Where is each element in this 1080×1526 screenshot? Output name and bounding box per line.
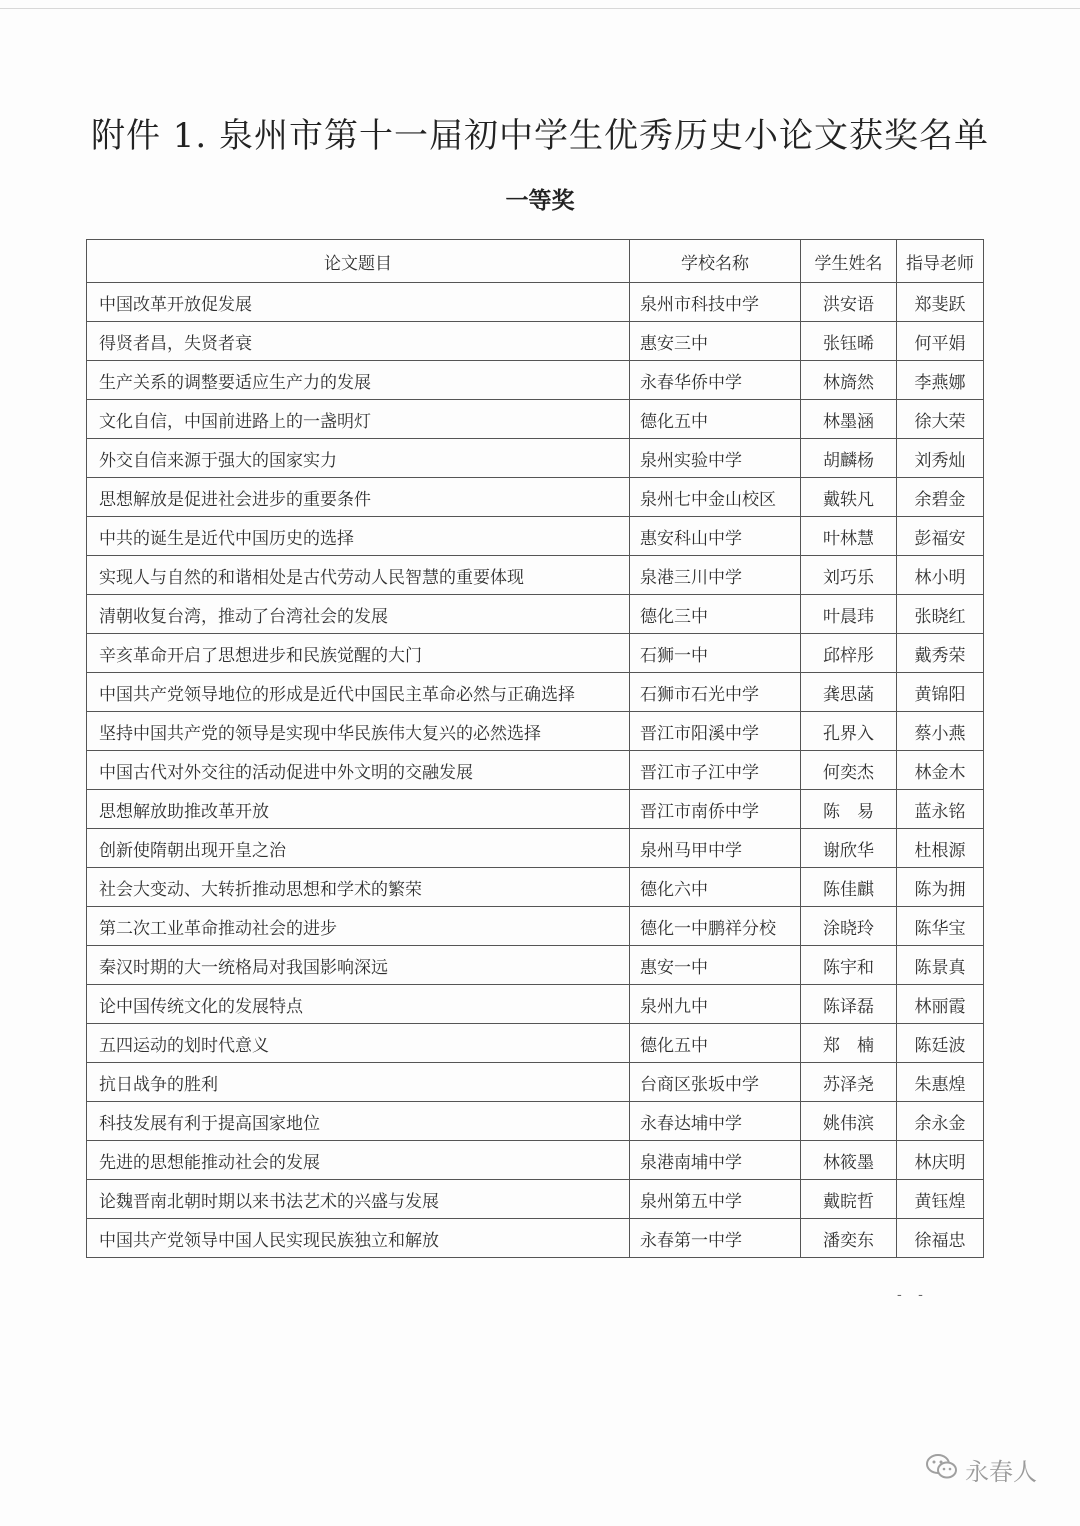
section-heading: 一等奖 — [505, 187, 575, 214]
table-row — [87, 673, 984, 712]
cell-school: 泉州实验中学 — [630, 439, 801, 478]
cell-title: 第二次工业革命推动社会的进步 — [87, 907, 630, 946]
cell-title: 思想解放是促进社会进步的重要条件 — [87, 478, 630, 517]
header-title: 论文题目 — [87, 240, 630, 283]
cell-title: 论中国传统文化的发展特点 — [87, 985, 630, 1024]
cell-school: 惠安科山中学 — [630, 517, 801, 556]
table-row — [87, 322, 984, 361]
table-row — [87, 985, 984, 1024]
cell-student: 叶林慧 — [801, 517, 897, 556]
cell-school: 德化五中 — [630, 400, 801, 439]
header-school: 学校名称 — [630, 240, 801, 283]
cell-school: 泉港南埔中学 — [630, 1141, 801, 1180]
table-row — [87, 634, 984, 673]
cell-title: 创新使隋朝出现开皇之治 — [87, 829, 630, 868]
watermark — [925, 1451, 1037, 1487]
cell-title: 辛亥革命开启了思想进步和民族觉醒的大门 — [87, 634, 630, 673]
cell-teacher: 黄锦阳 — [897, 673, 984, 712]
table-row — [87, 361, 984, 400]
cell-student: 陈宇和 — [801, 946, 897, 985]
cell-teacher: 余永金 — [897, 1102, 984, 1141]
cell-teacher: 余碧金 — [897, 478, 984, 517]
cell-school: 惠安三中 — [630, 322, 801, 361]
table-row — [87, 712, 984, 751]
cell-teacher: 张晓红 — [897, 595, 984, 634]
cell-student: 孔界入 — [801, 712, 897, 751]
cell-teacher: 郑斐跃 — [897, 283, 984, 322]
cell-title: 先进的思想能推动社会的发展 — [87, 1141, 630, 1180]
table-row — [87, 400, 984, 439]
table-row — [87, 1141, 984, 1180]
cell-student: 林墨涵 — [801, 400, 897, 439]
cell-title: 科技发展有利于提高国家地位 — [87, 1102, 630, 1141]
cell-school: 永春第一中学 — [630, 1219, 801, 1258]
cell-student: 苏泽尧 — [801, 1063, 897, 1102]
cell-school: 德化一中鹏祥分校 — [630, 907, 801, 946]
cell-school: 泉港三川中学 — [630, 556, 801, 595]
cell-student: 邱梓彤 — [801, 634, 897, 673]
award-table — [86, 239, 984, 1258]
watermark-text: 永春人 — [965, 1457, 1037, 1486]
table-row — [87, 517, 984, 556]
table-row — [87, 439, 984, 478]
header-student: 学生姓名 — [801, 240, 897, 283]
cell-school: 石狮市石光中学 — [630, 673, 801, 712]
cell-teacher: 黄钰煌 — [897, 1180, 984, 1219]
table-body — [87, 283, 984, 1258]
cell-teacher: 朱惠煌 — [897, 1063, 984, 1102]
cell-title: 秦汉时期的大一统格局对我国影响深远 — [87, 946, 630, 985]
cell-teacher: 林庆明 — [897, 1141, 984, 1180]
cell-student: 胡麟杨 — [801, 439, 897, 478]
cell-title: 中国古代对外交往的活动促进中外文明的交融发展 — [87, 751, 630, 790]
cell-school: 晋江市阳溪中学 — [630, 712, 801, 751]
cell-title: 外交自信来源于强大的国家实力 — [87, 439, 630, 478]
cell-title: 中共的诞生是近代中国历史的选择 — [87, 517, 630, 556]
cell-teacher: 戴秀荣 — [897, 634, 984, 673]
cell-school: 泉州七中金山校区 — [630, 478, 801, 517]
cell-teacher: 彭福安 — [897, 517, 984, 556]
cell-school: 永春华侨中学 — [630, 361, 801, 400]
cell-school: 德化五中 — [630, 1024, 801, 1063]
cell-teacher: 陈华宝 — [897, 907, 984, 946]
cell-student: 潘奕东 — [801, 1219, 897, 1258]
cell-school: 泉州第五中学 — [630, 1180, 801, 1219]
header-teacher: 指导老师 — [897, 240, 984, 283]
cell-teacher: 李燕娜 — [897, 361, 984, 400]
cell-school: 德化六中 — [630, 868, 801, 907]
cell-title: 实现人与自然的和谐相处是古代劳动人民智慧的重要体现 — [87, 556, 630, 595]
cell-title: 中国改革开放促发展 — [87, 283, 630, 322]
cell-student: 郑 楠 — [801, 1024, 897, 1063]
cell-title: 论魏晋南北朝时期以来书法艺术的兴盛与发展 — [87, 1180, 630, 1219]
cell-student: 林旖然 — [801, 361, 897, 400]
cell-school: 泉州九中 — [630, 985, 801, 1024]
cell-teacher: 蔡小燕 — [897, 712, 984, 751]
cell-teacher: 林金木 — [897, 751, 984, 790]
cell-school: 德化三中 — [630, 595, 801, 634]
cell-title: 思想解放助推改革开放 — [87, 790, 630, 829]
cell-title: 中国共产党领导中国人民实现民族独立和解放 — [87, 1219, 630, 1258]
cell-student: 戴睆哲 — [801, 1180, 897, 1219]
cell-teacher: 陈景真 — [897, 946, 984, 985]
cell-student: 林筱墨 — [801, 1141, 897, 1180]
cell-school: 晋江市南侨中学 — [630, 790, 801, 829]
table-row — [87, 1219, 984, 1258]
cell-student: 刘巧乐 — [801, 556, 897, 595]
cell-school: 晋江市子江中学 — [630, 751, 801, 790]
table-header-row — [87, 240, 984, 283]
cell-title: 清朝收复台湾，推动了台湾社会的发展 — [87, 595, 630, 634]
table-row — [87, 751, 984, 790]
page-edge-line — [0, 8, 1080, 9]
table-row — [87, 556, 984, 595]
cell-school: 石狮一中 — [630, 634, 801, 673]
cell-school: 泉州马甲中学 — [630, 829, 801, 868]
cell-student: 姚伟滨 — [801, 1102, 897, 1141]
table-row — [87, 283, 984, 322]
cell-title: 五四运动的划时代意义 — [87, 1024, 630, 1063]
cell-teacher: 徐福忠 — [897, 1219, 984, 1258]
cell-title: 生产关系的调整要适应生产力的发展 — [87, 361, 630, 400]
cell-teacher: 林丽霞 — [897, 985, 984, 1024]
cell-teacher: 杜根源 — [897, 829, 984, 868]
cell-teacher: 徐大荣 — [897, 400, 984, 439]
table-row — [87, 946, 984, 985]
cell-school: 泉州市科技中学 — [630, 283, 801, 322]
wechat-icon — [925, 1452, 959, 1486]
cell-student: 涂晓玲 — [801, 907, 897, 946]
cell-title: 得贤者昌，失贤者衰 — [87, 322, 630, 361]
cell-school: 永春达埔中学 — [630, 1102, 801, 1141]
table-row — [87, 478, 984, 517]
cell-title: 坚持中国共产党的领导是实现中华民族伟大复兴的必然选择 — [87, 712, 630, 751]
cell-student: 戴轶凡 — [801, 478, 897, 517]
table-row — [87, 1063, 984, 1102]
table-row — [87, 868, 984, 907]
cell-student: 叶晨玮 — [801, 595, 897, 634]
table-row — [87, 1180, 984, 1219]
cell-school: 惠安一中 — [630, 946, 801, 985]
cell-teacher: 陈廷波 — [897, 1024, 984, 1063]
cell-student: 张钰晞 — [801, 322, 897, 361]
cell-student: 何奕杰 — [801, 751, 897, 790]
cell-teacher: 何平娟 — [897, 322, 984, 361]
cell-title: 文化自信，中国前进路上的一盏明灯 — [87, 400, 630, 439]
table-row — [87, 790, 984, 829]
cell-student: 陈佳麒 — [801, 868, 897, 907]
cell-student: 龚思菡 — [801, 673, 897, 712]
table-row — [87, 595, 984, 634]
table-row — [87, 1024, 984, 1063]
cell-school: 台商区张坂中学 — [630, 1063, 801, 1102]
cell-title: 中国共产党领导地位的形成是近代中国民主革命必然与正确选择 — [87, 673, 630, 712]
table-row — [87, 829, 984, 868]
cell-title: 抗日战争的胜利 — [87, 1063, 630, 1102]
cell-student: 谢欣华 — [801, 829, 897, 868]
cell-teacher: 刘秀灿 — [897, 439, 984, 478]
cell-student: 陈 易 — [801, 790, 897, 829]
table-row — [87, 907, 984, 946]
table-row — [87, 1102, 984, 1141]
page-title: 附件 1. 泉州市第十一届初中学生优秀历史小论文获奖名单 — [90, 116, 990, 156]
cell-teacher: 蓝永铭 — [897, 790, 984, 829]
cell-title: 社会大变动、大转折推动思想和学术的繁荣 — [87, 868, 630, 907]
cell-teacher: 陈为拥 — [897, 868, 984, 907]
cell-teacher: 林小明 — [897, 556, 984, 595]
cell-student: 洪安语 — [801, 283, 897, 322]
cell-student: 陈译磊 — [801, 985, 897, 1024]
scan-marks: - - — [897, 1287, 929, 1303]
